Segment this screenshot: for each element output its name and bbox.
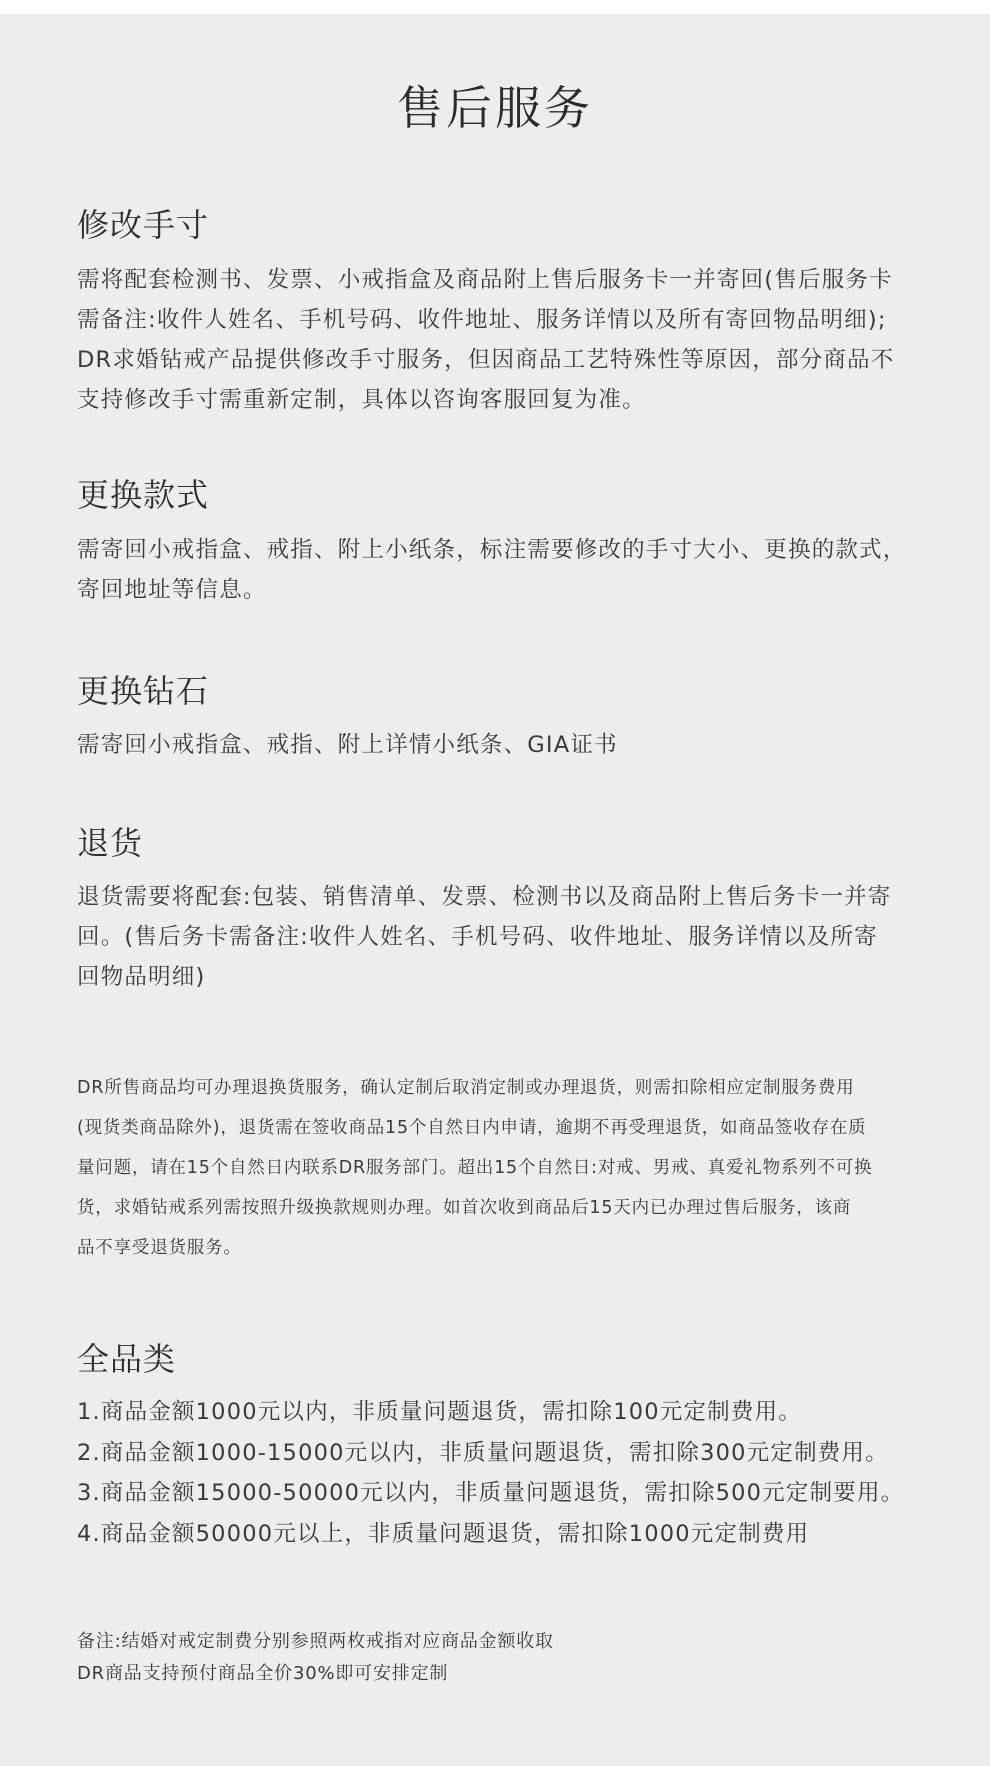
resize-line-1: 需将配套检测书、发票、小戒指盒及商品附上售后服务卡一并寄回(售后服务卡 — [77, 267, 893, 293]
return-line-2: 回。(售后务卡需备注:收件人姓名、手机号码、收件地址、服务详情以及所寄 — [77, 924, 878, 950]
section-all-categories-body — [77, 1392, 937, 1554]
policy-line-4: 货，求婚钻戒系列需按照升级换款规则办理。如首次收到商品后15天内已办理过售后服务，该商 — [77, 1198, 852, 1218]
return-line-3: 回物品明细) — [77, 964, 206, 990]
section-diamond-body — [77, 725, 937, 765]
resize-line-2: 需备注:收件人姓名、手机号码、收件地址、服务详情以及所有寄回物品明细); — [77, 307, 887, 333]
list-item: 1.商品金额1000元以内，非质量问题退货，需扣除100元定制费用。 — [77, 1399, 802, 1425]
resize-line-3: DR求婚钻戒产品提供修改手寸服务，但因商品工艺特殊性等原因，部分商品不 — [77, 347, 895, 373]
policy-line-3: 量问题，请在15个自然日内联系DR服务部门。超出15个自然日:对戒、男戒、真爱礼物系列不可换 — [77, 1158, 873, 1178]
fee-list — [77, 1392, 937, 1554]
style-line-1: 需寄回小戒指盒、戒指、附上小纸条，标注需要修改的手寸大小、更换的款式， — [77, 537, 907, 563]
section-heading-diamond: 更换钻石 — [77, 672, 210, 710]
section-notes — [77, 1626, 937, 1690]
section-style-body — [77, 530, 937, 610]
section-diamond — [77, 666, 937, 712]
diamond-line-1: 需寄回小戒指盒、戒指、附上详情小纸条、GIA证书 — [77, 732, 618, 758]
section-heading-return: 退货 — [77, 824, 144, 862]
section-resize — [77, 200, 937, 246]
note-line-1: 备注:结婚对戒定制费分别参照两枚戒指对应商品金额收取 — [77, 1631, 554, 1652]
after-sales-page — [0, 14, 990, 1766]
style-line-2: 寄回地址等信息。 — [77, 577, 267, 603]
policy-line-5: 品不享受退货服务。 — [77, 1238, 242, 1258]
section-policy — [77, 1068, 937, 1268]
section-return-body — [77, 877, 937, 997]
list-item: 3.商品金额15000-50000元以内，非质量问题退货，需扣除500元定制要用。 — [77, 1480, 905, 1506]
section-heading-all-categories: 全品类 — [77, 1340, 177, 1378]
section-style — [77, 470, 937, 516]
section-heading-style: 更换款式 — [77, 476, 210, 514]
policy-line-2: (现货类商品除外)，退货需在签收商品15个自然日内申请，逾期不再受理退货，如商品签收存在质 — [77, 1118, 867, 1138]
resize-line-4: 支持修改手寸需重新定制，具体以咨询客服回复为准。 — [77, 387, 646, 413]
note-line-2: DR商品支持预付商品全价30%即可安排定制 — [77, 1663, 449, 1684]
section-all-categories — [77, 1334, 937, 1380]
section-return — [77, 818, 937, 864]
list-item: 4.商品金额50000元以上，非质量问题退货，需扣除1000元定制费用 — [77, 1520, 810, 1547]
section-resize-body — [77, 260, 937, 420]
section-heading-resize: 修改手寸 — [77, 206, 210, 244]
page-title: 售后服务 — [397, 81, 593, 135]
policy-line-1: DR所售商品均可办理退换货服务，确认定制后取消定制或办理退货，则需扣除相应定制服务费用 — [77, 1078, 855, 1098]
list-item: 2.商品金额1000-15000元以内，非质量问题退货，需扣除300元定制费用。 — [77, 1439, 889, 1466]
return-line-1: 退货需要将配套:包装、销售清单、发票、检测书以及商品附上售后务卡一并寄 — [77, 884, 892, 910]
